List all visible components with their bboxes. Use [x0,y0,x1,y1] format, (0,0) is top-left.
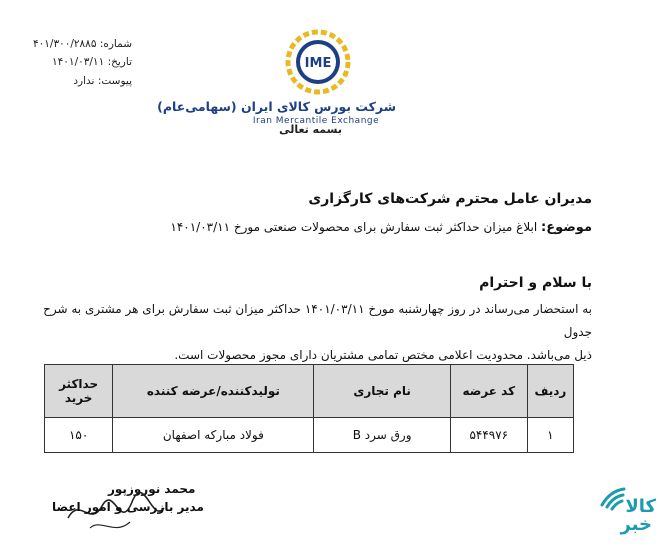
signature-scribble [60,488,170,542]
col-header-max-purchase: حداکثر خرید [45,365,113,418]
letter-number-label: شماره: [99,38,132,50]
company-name-fa: شرکت بورس کالای ایران (سهامی‌عام) [157,99,396,114]
table-row [45,418,574,453]
greeting: با سلام و احترام [479,275,592,291]
subject-text: ابلاغ میزان حداکثر ثبت سفارش برای محصولات صنعتی مورخ ۱۴۰۱/۰۳/۱۱ [170,220,538,234]
letter-number-value: ۴۰۱/۳۰۰/۲۸۸۵ [32,38,97,50]
subject-line [170,220,592,235]
signatory-title: مدیر بازرسی و امور اعضا [52,500,204,514]
letter-attachment-label: پیوست: [97,75,132,87]
addressee: مدیران عامل محترم شرکت‌های کارگزاری [308,191,592,207]
cell-offer-code: ۵۴۴۹۷۶ [450,418,527,453]
subject-label: موضوع: [541,220,592,235]
ime-logo [283,27,353,97]
cell-trade-name: ورق سرد B [314,418,450,453]
signatory-name: محمد نوروزپور [108,482,196,496]
body-line-2: ذیل می‌باشد. محدودیت اعلامی مختص تمامی مشتریان دارای مجوز محصولات است. [174,348,592,362]
watermark-line-2: خبر [620,514,652,535]
col-header-producer: تولیدکننده/عرضه کننده [113,365,314,418]
company-name-en: Iran Mercantile Exchange [252,116,380,126]
body-line-1: به استحضار می‌رساند در روز چهارشنبه مورخ ۱۴۰۱/۰۳/۱۱ حداکثر میزان ثبت سفارش برای هر مشتری به شرح جدول [43,302,592,339]
order-limit-table [44,364,574,453]
cell-producer: فولاد مبارکه اصفهان [113,418,314,453]
col-header-offer-code: کد عرضه [450,365,527,418]
cell-max-purchase: ۱۵۰ [45,418,113,453]
basmala: بسمه تعالی [279,123,342,136]
table-header-row [45,365,574,418]
letter-number [32,38,132,50]
body-text [32,298,592,367]
letter-attachment [40,75,132,87]
letter-date-value: ۱۴۰۱/۰۳/۱۱ [52,56,105,68]
col-header-trade-name: نام تجاری [314,365,450,418]
letter-attachment-value: ندارد [73,75,95,87]
cell-row-number: ۱ [527,418,573,453]
col-header-row-number: ردیف [527,365,573,418]
kalakhabar-watermark [596,481,658,541]
letter-date [40,56,132,68]
letter-date-label: تاریخ: [107,56,132,68]
ime-logo-graphic [283,27,353,97]
logo-text: IME [304,56,332,71]
watermark-line-1: کالا [625,496,656,517]
